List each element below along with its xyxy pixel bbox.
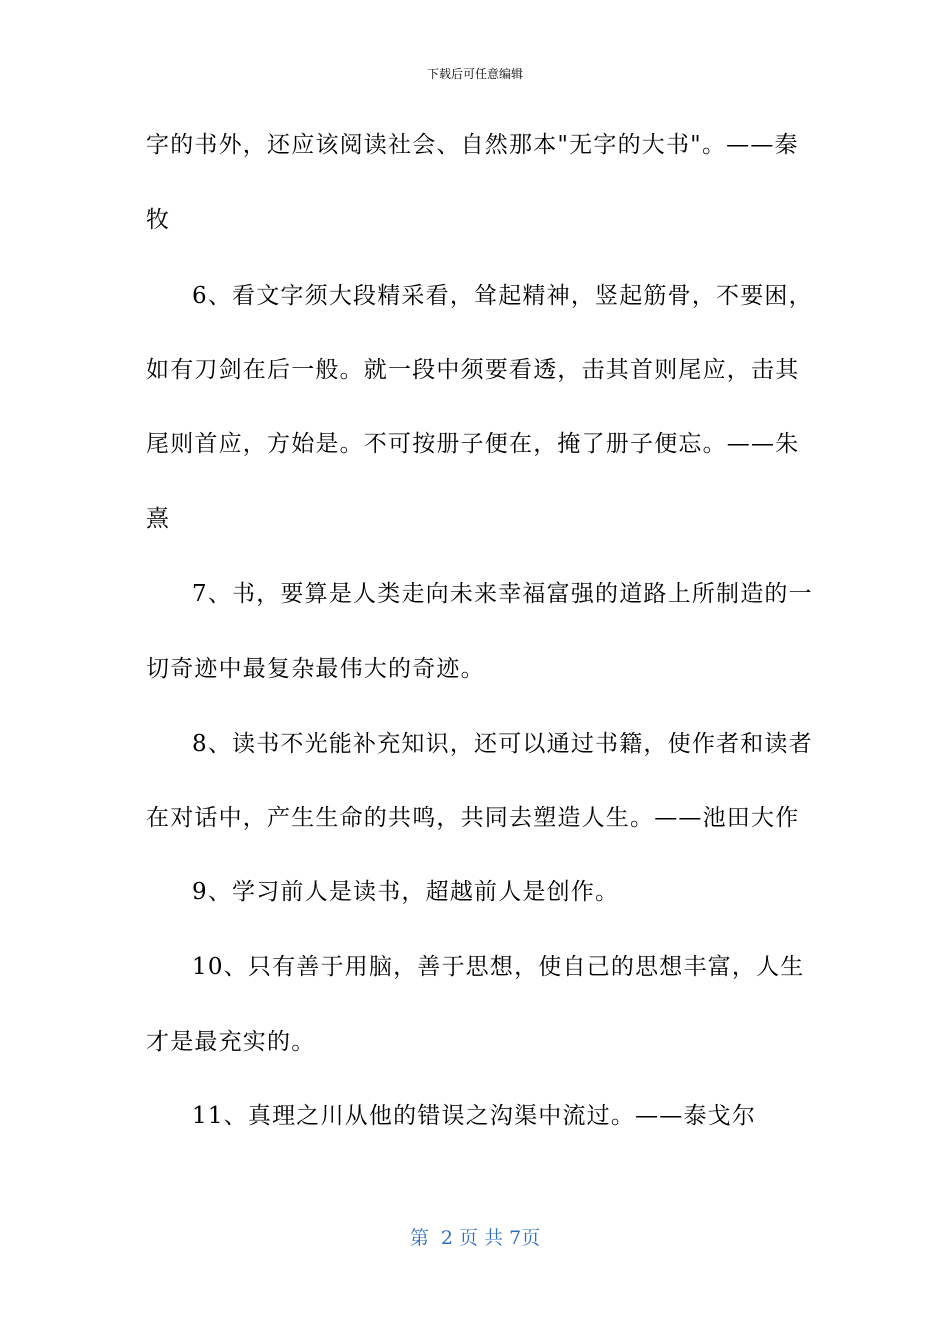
page-header: 下载后可任意编辑 bbox=[426, 67, 523, 81]
text-line: 9、学习前人是读书，超越前人是创作。 bbox=[192, 879, 620, 905]
text-line: 7、书，要算是人类走向未来幸福富强的道路上所制造的一 bbox=[192, 581, 813, 607]
text-line: 字的书外，还应该阅读社会、自然那本"无字的大书"。——秦 bbox=[146, 132, 799, 158]
text-line: 切奇迹中最复杂最伟大的奇迹。 bbox=[146, 656, 485, 682]
text-line: 10、只有善于用脑，善于思想，使自己的思想丰富，人生 bbox=[192, 954, 805, 980]
text-line: 8、读书不光能补充知识，还可以通过书籍，使作者和读者 bbox=[192, 731, 813, 757]
text-line: 6、看文字须大段精采看，耸起精神，竖起筋骨，不要困， bbox=[192, 283, 813, 309]
text-line: 牧 bbox=[146, 207, 171, 233]
text-line: 熹 bbox=[146, 506, 171, 532]
text-line: 11、真理之川从他的错误之沟渠中流过。——泰戈尔 bbox=[192, 1103, 757, 1129]
text-line: 在对话中，产生生命的共鸣，共同去塑造人生。——池田大作 bbox=[146, 805, 800, 831]
text-line: 如有刀剑在后一般。就一段中须要看透，击其首则尾应，击其 bbox=[146, 357, 800, 383]
text-line: 才是最充实的。 bbox=[146, 1029, 316, 1055]
page-footer: 第 2 页 共 7页 bbox=[409, 1227, 541, 1249]
text-line: 尾则首应，方始是。不可按册子便在，掩了册子便忘。——朱 bbox=[146, 431, 800, 457]
